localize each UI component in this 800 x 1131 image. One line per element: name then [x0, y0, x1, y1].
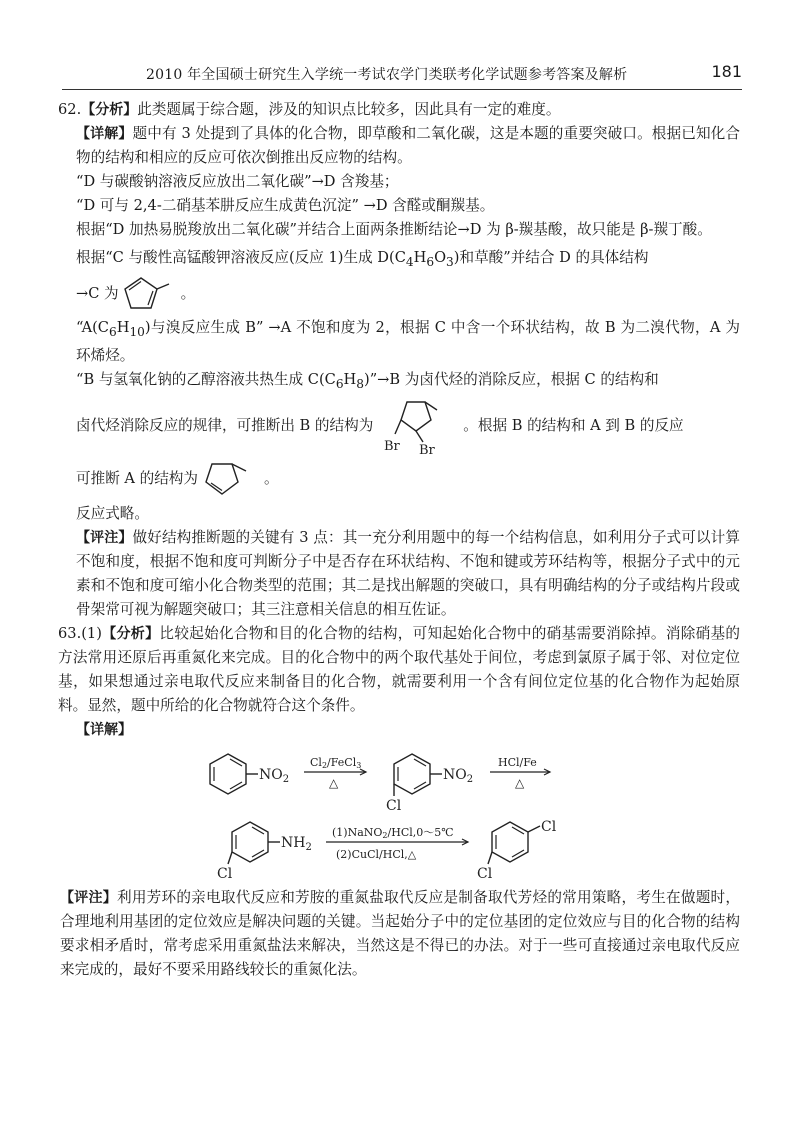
reaction-arrow-1 [304, 756, 366, 790]
page-content [60, 98, 740, 982]
comment-tag: 【评注】 [76, 529, 133, 546]
svg-text:(2)CuCl/HCl,△: (2)CuCl/HCl,△ [336, 847, 417, 861]
comment-tag: 【评注】 [60, 889, 117, 906]
dichlorobenzene-structure [477, 819, 557, 882]
detail-tag: 【详解】 [76, 126, 133, 142]
q62-c-structure-row: →C 为 。 [60, 274, 740, 314]
q62-detail [60, 122, 740, 170]
analysis-tag: 【分析】 [101, 625, 160, 642]
svg-text:△: △ [329, 775, 339, 790]
q62-b-structure-row: 卤代烃消除反应的规律，可推断出 B 的结构为 Br Br 。根据 B 的结构和 A 到 B 的反应 [60, 396, 740, 458]
q62-line-c: 根据“C 与酸性高锰酸钾溶液反应(反应 1)生成 $D(C_4H_6O_3)$和草酸”并结合 D 的具体结构 [76, 249, 649, 269]
svg-text:△: △ [515, 775, 525, 790]
svg-text:HCl/Fe: HCl/Fe [498, 755, 537, 769]
svg-text:Cl: Cl [477, 865, 493, 882]
q62-detail-text: 题中有 3 处提到了具体的化合物，即草酸和二氧化碳，这是本题的重要突破口。根据已知化合物的结构和相应的反应可依次倒推出反应物的结构。 [76, 125, 740, 166]
reaction-arrow-3 [326, 826, 468, 861]
q62-line-d-co2: “D 与碳酸钠溶液反应放出二氧化碳”→D 含羧基； [76, 173, 399, 190]
svg-text:(1)NaNO2/HCl,0～5℃: (1)NaNO2/HCl,0～5℃ [332, 825, 454, 840]
svg-text:NO2: $NO_2$ [443, 766, 474, 785]
svg-text:Cl: Cl [541, 818, 557, 835]
q63-comment [60, 886, 740, 982]
svg-text:Cl: Cl [386, 797, 402, 814]
q62-line-d-dnp: “D 可与 2,4-二硝基苯肼反应生成黄色沉淀” →D 含醛或酮羰基。 [76, 197, 495, 214]
reaction-arrow-2 [490, 756, 550, 790]
svg-text:Cl: Cl [217, 865, 233, 882]
methylcyclopentadiene-structure [119, 274, 181, 314]
analysis-tag: 【分析】 [81, 102, 138, 118]
page-number: 181 [711, 62, 742, 81]
q62-line-a: “$A(C_6H_{10})$与溴反应生成 B” →A 不饱和度为 2，根据 C 中含一个环状结构，故 B 为二溴代物，A 为环烯烃。 [76, 318, 740, 364]
q63-comment-text: 利用芳环的亲电取代反应和芳胺的重氮盐取代反应是制备取代芳烃的常用策略，考生在做题时，合理地利用基团的定位效应是解决问题的关键。当起始分子中的定位基团的定位效应与目的化合物的结构要求相矛盾时，常考虑采用重氮盐法来解决，当然这是不得已的办法。对于一些可直接通过亲电取代反应来完成的，最好不要采用路线较长的重氮化法。 [60, 888, 740, 978]
q63-analysis: 63.(1)【分析】比较起始化合物和目的化合物的结构，可知起始化合物中的硝基需要消除掉。消除硝基的方法常用还原后再重氮化来完成。目的化合物中的两个取代基处于间位，考虑到氯原子属于邻、对位定位基，如果想通过亲电取代反应来制备目的化合物，就需要利用一个含有间位定位基的化合物作为起始原料。显然，题中所给的化合物就符合这个条件。 [58, 624, 741, 714]
nitrobenzene-structure [210, 754, 289, 794]
header-rule [62, 89, 742, 90]
page-header [62, 58, 742, 88]
q63-detail-heading [60, 718, 740, 742]
header-title: 2010 年全国硕士研究生入学统一考试农学门类联考化学试题参考答案及解析 [146, 67, 628, 83]
chloroaniline-structure [217, 822, 312, 882]
svg-text:NO2: $NO_2$ [259, 766, 290, 785]
q62-line-b: “B 与氢氧化钠的乙醇溶液共热生成 $C(C_6H_8)”\to B$ 为卤代烃的消除反应，根据 C 的结构和 [76, 370, 659, 391]
bromine-label: Br [419, 442, 436, 458]
svg-text:Cl2/FeCl3: Cl2/FeCl3 [310, 755, 362, 770]
q62-a-structure-row: 可推断 A 的结构为 。 [60, 458, 740, 500]
q62-omit: 反应式略。 [76, 504, 149, 522]
dibromo-methylcyclopentane-structure [373, 396, 463, 458]
svg-text:NH2: $NH_2$ [281, 834, 312, 853]
detail-tag: 【详解】 [76, 721, 132, 738]
q62-analysis-text: 此类题属于综合题，涉及的知识点比较多，因此具有一定的难度。 [137, 101, 561, 118]
q62-analysis [58, 98, 740, 122]
q63-number: 63. [58, 624, 82, 642]
bromine-label: Br [384, 438, 401, 454]
methylcyclopentene-structure [198, 458, 264, 500]
q63-analysis-text: 比较起始化合物和目的化合物的结构，可知起始化合物中的硝基需要消除掉。消除硝基的方法常用还原后再重氮化来完成。目的化合物中的两个取代基处于间位，考虑到氯原子属于邻、对位定位基，如果想通过亲电取代反应来制备目的化合物，就需要利用一个含有间位定位基的化合物作为起始原料。显然，题中所给的化合物就符合这个条件。 [58, 624, 741, 714]
q62-line-d-heat: 根据“D 加热易脱羧放出二氧化碳”并结合上面两条推断结论→D 为 β-羰基酸，故只能是 β-羰丁酸。 [76, 221, 712, 238]
q62-number: 62. [58, 101, 82, 118]
chloronitrobenzene-structure [386, 754, 473, 814]
synthesis-scheme [60, 744, 740, 882]
q62-comment [60, 526, 740, 622]
q62-comment-text: 做好结构推断题的关键有 3 点：其一充分利用题中的每一个结构信息，如利用分子式可以计算不饱和度，根据不饱和度可判断分子中是否存在环状结构、不饱和键或芳环结构等，根据分子式中的元素和不饱和度可缩小化合物类型的范围；其二是找出解题的突破口，具有明确结构的分子或结构片段或骨架常可视为解题突破口；其三注意相关信息的相互佐证。 [76, 528, 740, 618]
